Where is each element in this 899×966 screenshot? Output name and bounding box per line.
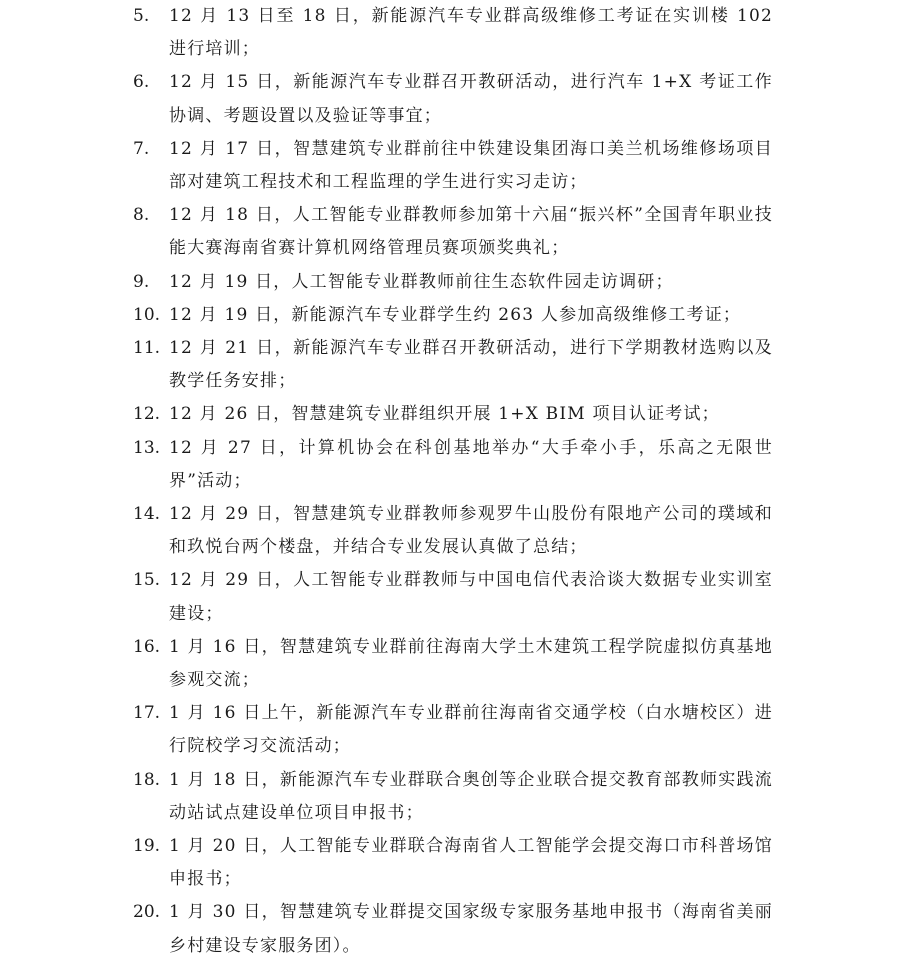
item-number: 14.	[133, 504, 161, 525]
list-item	[133, 398, 773, 431]
list-item	[133, 66, 773, 132]
event-list	[133, 0, 773, 963]
list-item	[133, 564, 773, 630]
item-text: 1 月 20 日，人工智能专业群联合海南省人工智能学会提交海口市科普场馆申报书；	[169, 836, 773, 890]
list-item	[133, 498, 773, 564]
list-item	[133, 830, 773, 896]
item-number: 17.	[133, 703, 161, 724]
item-number: 19.	[133, 836, 161, 857]
item-number: 11.	[133, 338, 161, 359]
list-item	[133, 432, 773, 498]
item-text: 1 月 30 日，智慧建筑专业群提交国家级专家服务基地申报书（海南省美丽乡村建设专家服务团）。	[169, 902, 773, 956]
item-number: 6.	[133, 72, 150, 93]
item-number: 16.	[133, 636, 161, 657]
item-text: 12 月 13 日至 18 日，新能源汽车专业群高级维修工考证在实训楼 102 进行培训；	[169, 6, 773, 60]
list-item	[133, 332, 773, 398]
list-item	[133, 697, 773, 763]
list-item	[133, 266, 773, 299]
list-item	[133, 896, 773, 962]
item-number: 20.	[133, 902, 161, 923]
item-text: 12 月 27 日，计算机协会在科创基地举办“大手牵小手，乐高之无限世界”活动；	[169, 437, 773, 491]
list-item	[133, 0, 773, 66]
item-text: 12 月 29 日，智慧建筑专业群教师参观罗牛山股份有限地产公司的璞域和和玖悦台两个楼盘，并结合专业发展认真做了总结；	[169, 504, 773, 558]
item-number: 9.	[133, 271, 150, 292]
item-number: 15.	[133, 570, 161, 591]
list-item	[133, 133, 773, 199]
item-text: 1 月 18 日，新能源汽车专业群联合奥创等企业联合提交教育部教师实践流动站试点建设单位项目申报书；	[169, 769, 773, 823]
item-text: 12 月 29 日，人工智能专业群教师与中国电信代表洽谈大数据专业实训室建设；	[169, 570, 773, 624]
item-text: 12 月 15 日，新能源汽车专业群召开教研活动，进行汽车 1+X 考证工作协调、考题设置以及验证等事宜；	[169, 72, 773, 126]
item-text: 12 月 19 日，新能源汽车专业群学生约 263 人参加高级维修工考证；	[169, 304, 742, 325]
item-text: 1 月 16 日上午，新能源汽车专业群前往海南省交通学校（白水塘校区）进行院校学习交流活动；	[169, 703, 773, 757]
item-number: 18.	[133, 769, 161, 790]
item-number: 13.	[133, 437, 161, 458]
list-item	[133, 299, 773, 332]
item-number: 7.	[133, 138, 150, 159]
item-number: 8.	[133, 205, 150, 226]
item-text: 12 月 21 日，新能源汽车专业群召开教研活动，进行下学期教材选购以及教学任务安排；	[169, 338, 773, 392]
list-item	[133, 199, 773, 265]
item-text: 12 月 26 日，智慧建筑专业群组织开展 1+X BIM 项目认证考试；	[169, 404, 720, 425]
item-text: 12 月 17 日，智慧建筑专业群前往中铁建设集团海口美兰机场维修场项目部对建筑工程技术和工程监理的学生进行实习走访；	[169, 138, 773, 193]
item-text: 12 月 18 日，人工智能专业群教师参加第十六届“振兴杯”全国青年职业技能大赛海南省赛计算机网络管理员赛项颁奖典礼；	[169, 205, 773, 259]
item-text: 1 月 16 日，智慧建筑专业群前往海南大学土木建筑工程学院虚拟仿真基地参观交流；	[169, 636, 773, 691]
item-number: 5.	[133, 6, 150, 26]
list-item	[133, 631, 773, 697]
item-text: 12 月 19 日，人工智能专业群教师前往生态软件园走访调研；	[169, 271, 674, 292]
item-number: 12.	[133, 404, 161, 425]
list-item	[133, 764, 773, 830]
item-number: 10.	[133, 304, 161, 325]
